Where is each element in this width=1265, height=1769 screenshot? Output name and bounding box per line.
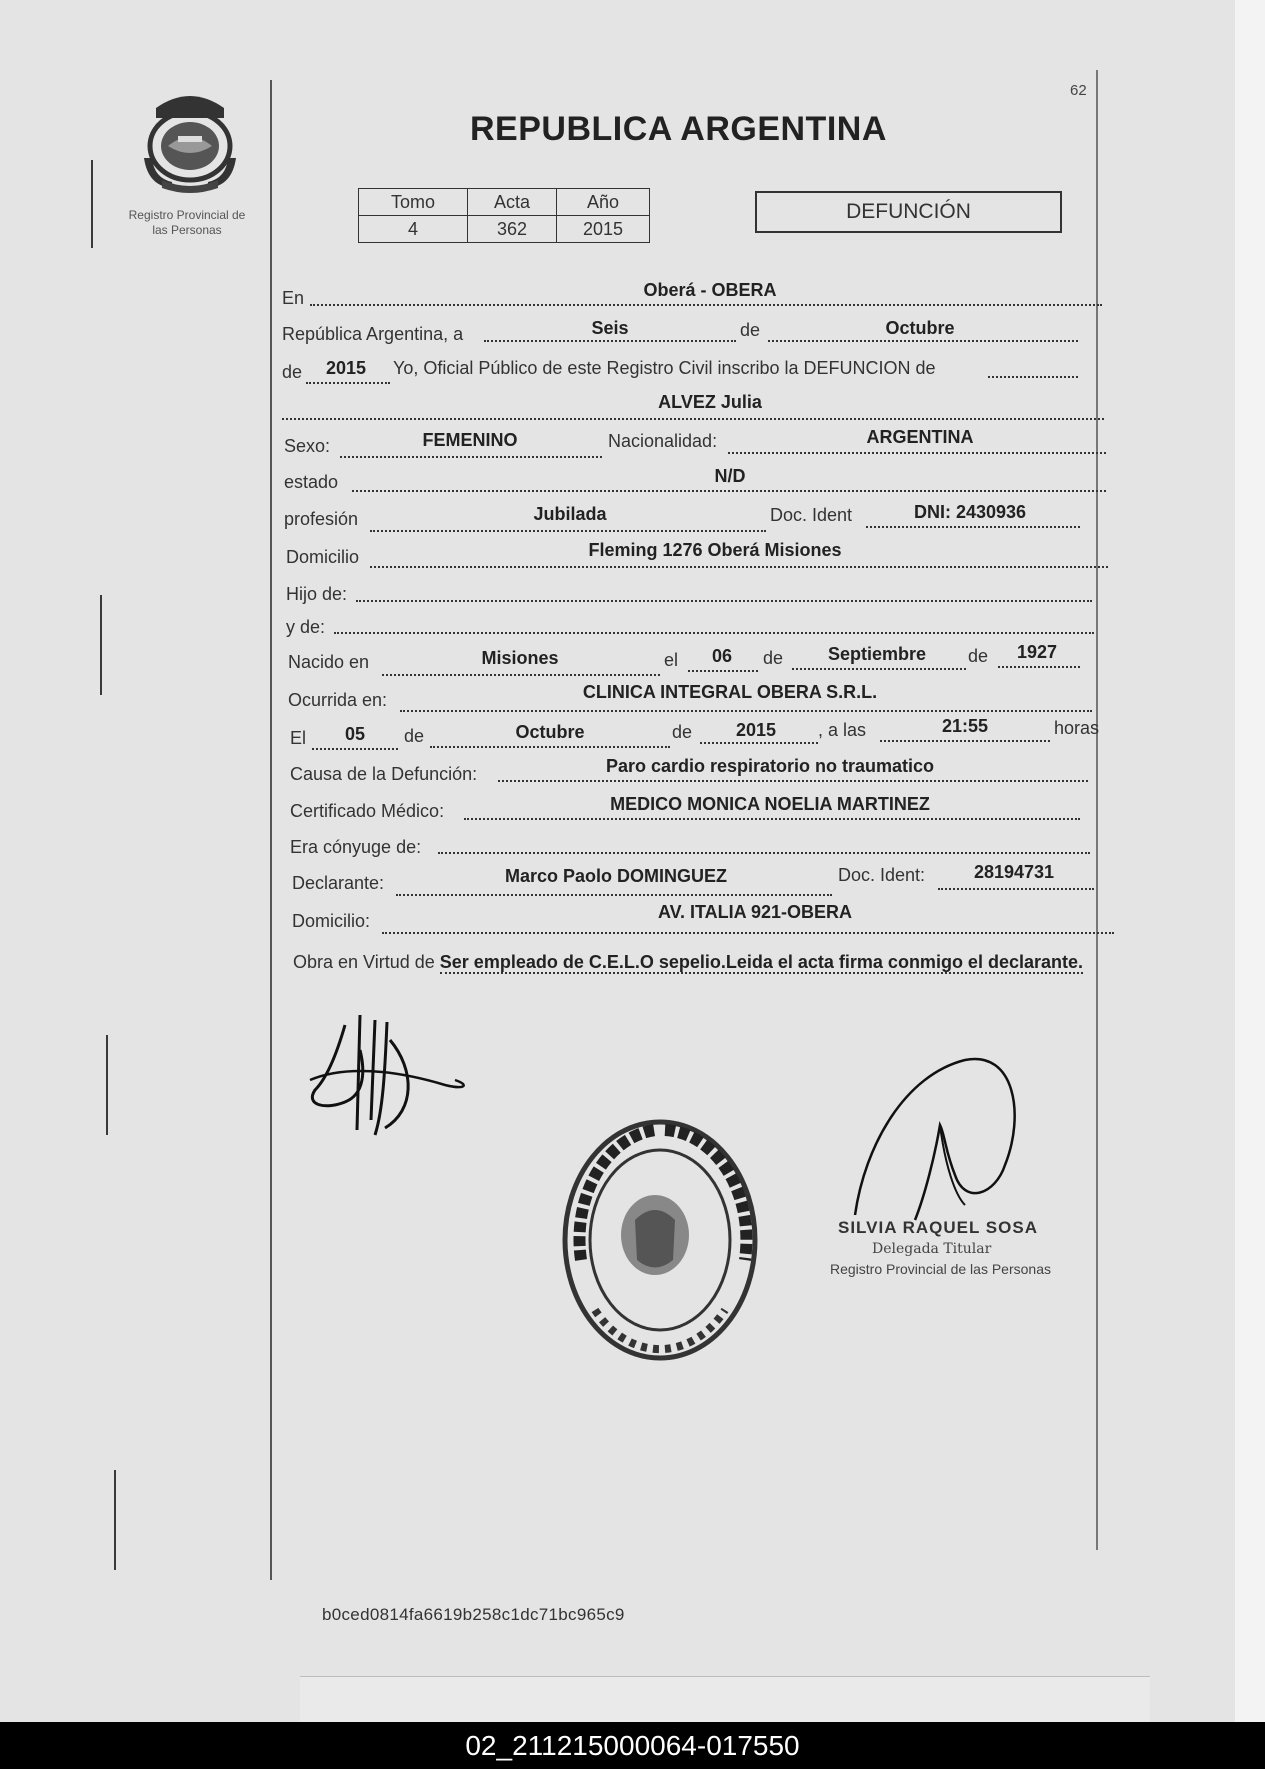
estado-label: estado <box>284 472 339 492</box>
nacido-mes-value: Septiembre <box>827 644 927 664</box>
document-type-box: DEFUNCIÓN <box>755 191 1062 233</box>
ocurrida-label: Ocurrida en: <box>288 690 388 710</box>
fallecimiento-anio-value: 2015 <box>735 720 777 740</box>
underlying-page <box>300 1676 1150 1723</box>
dotted-line <box>306 382 390 384</box>
dotted-line <box>382 932 1114 934</box>
dotted-line <box>282 418 1104 420</box>
certificado-value: MEDICO MONICA NOELIA MARTINEZ <box>610 794 930 814</box>
table-cell: 4 <box>359 216 468 243</box>
hijo-de-label: Hijo de: <box>286 584 348 604</box>
domicilio-label: Domicilio <box>286 547 360 567</box>
ocurrida-value: CLINICA INTEGRAL OBERA S.R.L. <box>582 682 878 702</box>
de-label: de <box>968 646 989 666</box>
deceased-name: ALVEZ Julia <box>658 392 762 412</box>
dotted-line <box>700 742 818 744</box>
month-value: Octubre <box>885 318 955 338</box>
declarante-doc-value: 28194731 <box>973 862 1055 882</box>
estado-value: N/D <box>714 466 746 486</box>
dotted-line <box>938 888 1094 890</box>
dotted-line <box>498 780 1088 782</box>
footer-id-bar <box>0 1722 1265 1769</box>
official-signature-icon <box>845 1055 1045 1235</box>
dotted-line <box>352 490 1106 492</box>
dotted-line <box>370 530 766 532</box>
dotted-line <box>998 666 1080 668</box>
el-label: el <box>664 650 679 670</box>
provincial-seal-icon <box>138 88 242 196</box>
dotted-line <box>438 852 1090 854</box>
dotted-line <box>382 674 660 676</box>
table-header: Año <box>557 189 650 216</box>
fallecimiento-dia-value: 05 <box>344 724 366 744</box>
nacionalidad-value: ARGENTINA <box>866 427 974 447</box>
domicilio2-label: Domicilio: <box>292 911 371 931</box>
doc-ident-label: Doc. Ident <box>770 505 853 525</box>
nacido-anio-value: 1927 <box>1016 642 1058 662</box>
nacionalidad-label: Nacionalidad: <box>608 431 718 451</box>
sheet-edge <box>1235 0 1265 1722</box>
dotted-line <box>356 600 1092 602</box>
sexo-value: FEMENINO <box>422 430 518 450</box>
dotted-line <box>310 304 1102 306</box>
table-cell: 362 <box>468 216 557 243</box>
dotted-line <box>768 340 1078 342</box>
nacido-en-value: Misiones <box>481 648 559 668</box>
signer-name: SILVIA RAQUEL SOSA <box>838 1218 1038 1237</box>
declarante-doc-label: Doc. Ident: <box>838 865 926 885</box>
dotted-line <box>792 668 966 670</box>
form-left-border <box>270 80 272 1580</box>
year-value: 2015 <box>325 358 367 378</box>
statement-text: Yo, Oficial Público de este Registro Civil inscribo la DEFUNCION de <box>393 358 936 378</box>
dotted-line <box>464 818 1080 820</box>
registry-caption-line: las Personas <box>152 223 222 237</box>
certificado-label: Certificado Médico: <box>290 801 445 821</box>
dotted-line <box>484 340 736 342</box>
sexo-label: Sexo: <box>284 436 331 456</box>
obra-label: Obra en Virtud de <box>293 952 435 972</box>
de-label: de <box>404 726 425 746</box>
doc-ident-value: DNI: 2430936 <box>913 502 1027 522</box>
de-label: de <box>740 320 761 340</box>
a-las-label: , a las <box>818 720 867 740</box>
margin-line <box>106 1035 108 1135</box>
dotted-line <box>866 526 1080 528</box>
de-label: de <box>282 362 303 382</box>
republica-label: República Argentina, a <box>282 324 464 344</box>
footer-id: 02_211215000064-017550 <box>465 1729 800 1761</box>
dotted-line <box>400 710 1092 712</box>
domicilio-value: Fleming 1276 Oberá Misiones <box>588 540 842 560</box>
dotted-line <box>340 456 602 458</box>
dotted-line <box>396 894 832 896</box>
en-label: En <box>282 288 305 308</box>
dotted-line <box>334 632 1094 634</box>
obra-paragraph <box>293 947 1113 977</box>
causa-label: Causa de la Defunción: <box>290 764 478 784</box>
dotted-line <box>430 746 670 748</box>
y-de-label: y de: <box>286 617 326 637</box>
obra-value: Ser empleado de C.E.L.O sepelio.Leida el acta firma conmigo el declarante. <box>439 952 1083 972</box>
dotted-line <box>688 670 758 672</box>
dotted-line <box>988 376 1078 378</box>
day-value: Seis <box>591 318 629 338</box>
table-header: Tomo <box>359 189 468 216</box>
hora-value: 21:55 <box>941 716 989 736</box>
record-table <box>358 188 650 243</box>
document-hash: b0ced0814fa6619b258c1dc71bc965c9 <box>322 1605 625 1624</box>
dotted-line <box>370 566 1108 568</box>
table-cell: 2015 <box>557 216 650 243</box>
el-label: El <box>290 728 307 748</box>
profesion-label: profesión <box>284 509 359 529</box>
horas-label: horas <box>1054 718 1100 738</box>
dotted-line <box>312 748 398 750</box>
declarante-value: Marco Paolo DOMINGUEZ <box>504 866 728 886</box>
margin-line <box>100 595 102 695</box>
page-title: REPUBLICA ARGENTINA <box>470 110 887 148</box>
signer-role: Delegada Titular <box>872 1241 992 1257</box>
domicilio2-value: AV. ITALIA 921-OBERA <box>657 902 853 922</box>
de-label: de <box>672 722 693 742</box>
conyuge-label: Era cónyuge de: <box>290 837 422 857</box>
official-stamp-icon <box>555 1110 765 1370</box>
signer-office: Registro Provincial de las Personas <box>830 1261 1051 1277</box>
dotted-line <box>728 452 1106 454</box>
registry-caption-line: Registro Provincial de <box>128 208 246 222</box>
declarant-signature-icon <box>305 1010 475 1145</box>
causa-value: Paro cardio respiratorio no traumatico <box>605 756 935 776</box>
registry-caption <box>112 208 262 238</box>
de-label: de <box>763 648 784 668</box>
page-number: 62 <box>1070 82 1087 99</box>
margin-line <box>91 160 93 248</box>
fallecimiento-mes-value: Octubre <box>515 722 585 742</box>
nacido-en-label: Nacido en <box>288 652 370 672</box>
form-right-border <box>1096 70 1098 1550</box>
dotted-line <box>880 740 1050 742</box>
declarante-label: Declarante: <box>292 873 385 893</box>
profesion-value: Jubilada <box>533 504 607 524</box>
margin-line <box>114 1470 116 1570</box>
nacido-dia-value: 06 <box>711 646 733 666</box>
table-header: Acta <box>468 189 557 216</box>
place-value: Oberá - OBERA <box>643 280 777 300</box>
